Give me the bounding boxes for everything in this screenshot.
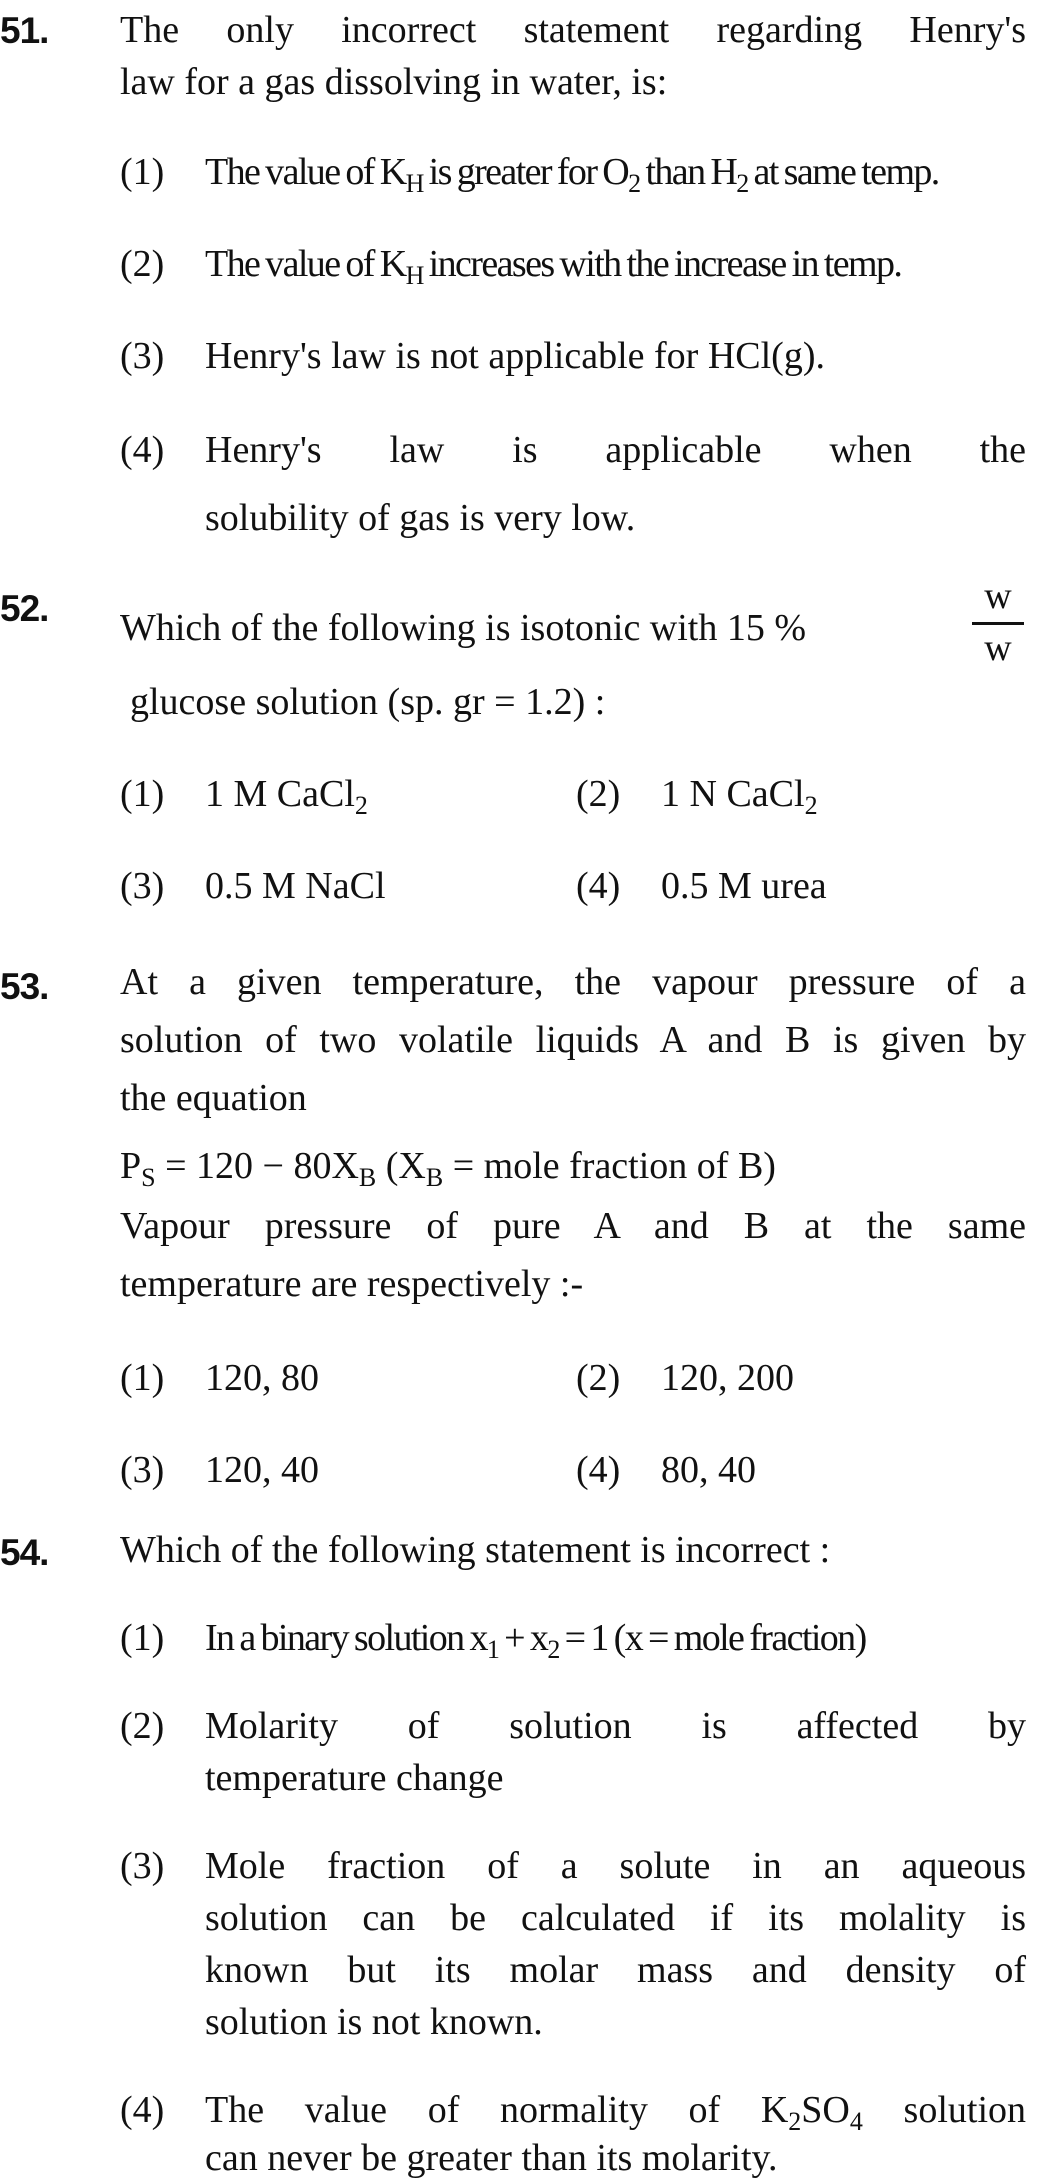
fraction-denominator: w xyxy=(984,627,1012,669)
option-text: In a binary solution $x_1 + x_2 = 1$ (x = mole fraction) xyxy=(205,1617,866,1664)
option-label: (3) xyxy=(120,1845,165,1887)
option-1[interactable] xyxy=(120,1614,866,1664)
option-text: 1 N CaCl$_2$ xyxy=(661,773,818,820)
option-text: 0.5 M urea xyxy=(661,865,827,907)
option-4[interactable] xyxy=(120,426,1026,474)
question-stem: the equation xyxy=(120,1077,307,1119)
question-stem: Which of the following statement is incorrect : xyxy=(120,1529,831,1571)
question-stem: The only incorrect statement regarding Henry's xyxy=(120,9,1026,51)
option-text-continued: solubility of gas is very low. xyxy=(205,497,636,539)
option-text: 80, 40 xyxy=(661,1449,756,1491)
option-label: (4) xyxy=(576,1449,621,1491)
option-text: Molarity of solution is affected by xyxy=(205,1705,1026,1747)
question-number: 52. xyxy=(0,588,49,629)
option-3[interactable] xyxy=(120,332,825,380)
option-1[interactable] xyxy=(120,148,939,198)
option-text: The value of $K_H$ is greater for $O_2$ than $H_2$ at same temp. xyxy=(205,151,939,198)
option-label: (3) xyxy=(120,865,165,907)
question-stem: Vapour pressure of pure A and B at the same xyxy=(120,1205,1026,1247)
option-2[interactable] xyxy=(120,1702,1026,1750)
option-2[interactable] xyxy=(576,770,818,818)
question-stem: glucose solution (sp. gr = 1.2) : xyxy=(130,681,606,723)
fraction-numerator: w xyxy=(984,575,1012,617)
option-text: 1 M CaCl$_2$ xyxy=(205,773,368,820)
fraction-bar xyxy=(972,622,1024,625)
question-number: 51. xyxy=(0,10,49,51)
option-label: (1) xyxy=(120,151,165,193)
question-stem: Which of the following is isotonic with 15 % xyxy=(120,607,807,649)
fraction-w-w xyxy=(972,575,1024,678)
option-text-continued: solution can be calculated if its molality is xyxy=(205,1897,1026,1939)
option-label: (1) xyxy=(120,1357,165,1399)
option-text: Henry's law is applicable when the xyxy=(205,429,1026,471)
option-text-continued: can never be greater than its molarity. xyxy=(205,2137,778,2179)
option-2[interactable] xyxy=(120,240,902,290)
option-label: (3) xyxy=(120,335,165,377)
question-stem: temperature are respectively :- xyxy=(120,1263,584,1305)
option-3[interactable] xyxy=(120,1842,1026,1890)
option-label: (1) xyxy=(120,1617,165,1659)
option-1[interactable] xyxy=(120,770,368,818)
question-number: 53. xyxy=(0,966,49,1007)
equation: $P_S = 120 - 80X_B$ ($X_B$ = mole fraction of B) xyxy=(120,1145,776,1192)
option-text: The value of normality of $K_2SO_4$ solution xyxy=(205,2089,1026,2136)
option-3[interactable] xyxy=(120,862,386,910)
option-label: (4) xyxy=(576,865,621,907)
option-text: Mole fraction of a solute in an aqueous xyxy=(205,1845,1026,1887)
option-text-continued: temperature change xyxy=(205,1757,504,1799)
option-text-continued: solution is not known. xyxy=(205,2001,543,2043)
option-3[interactable] xyxy=(120,1446,319,1494)
option-label: (2) xyxy=(576,1357,621,1399)
question-stem: At a given temperature, the vapour pressure of a xyxy=(120,961,1026,1003)
question-number: 54. xyxy=(0,1532,49,1573)
question-stem: solution of two volatile liquids A and B is given by xyxy=(120,1019,1026,1061)
option-text-continued: known but its molar mass and density of xyxy=(205,1949,1026,1991)
option-text: The value of $K_H$ increases with the increase in temp. xyxy=(205,243,902,290)
question-stem: law for a gas dissolving in water, is: xyxy=(120,61,668,103)
option-4[interactable] xyxy=(576,862,827,910)
option-text: 0.5 M NaCl xyxy=(205,865,386,907)
option-4[interactable] xyxy=(120,2086,1026,2136)
option-text: Henry's law is not applicable for HCl(g). xyxy=(205,335,825,377)
option-2[interactable] xyxy=(576,1354,794,1402)
option-4[interactable] xyxy=(576,1446,756,1494)
option-label: (4) xyxy=(120,429,165,471)
option-1[interactable] xyxy=(120,1354,319,1402)
option-label: (2) xyxy=(120,243,165,285)
option-text: 120, 80 xyxy=(205,1357,319,1399)
option-label: (1) xyxy=(120,773,165,815)
option-label: (2) xyxy=(576,773,621,815)
option-label: (3) xyxy=(120,1449,165,1491)
option-label: (4) xyxy=(120,2089,165,2131)
option-text: 120, 40 xyxy=(205,1449,319,1491)
option-label: (2) xyxy=(120,1705,165,1747)
option-text: 120, 200 xyxy=(661,1357,794,1399)
